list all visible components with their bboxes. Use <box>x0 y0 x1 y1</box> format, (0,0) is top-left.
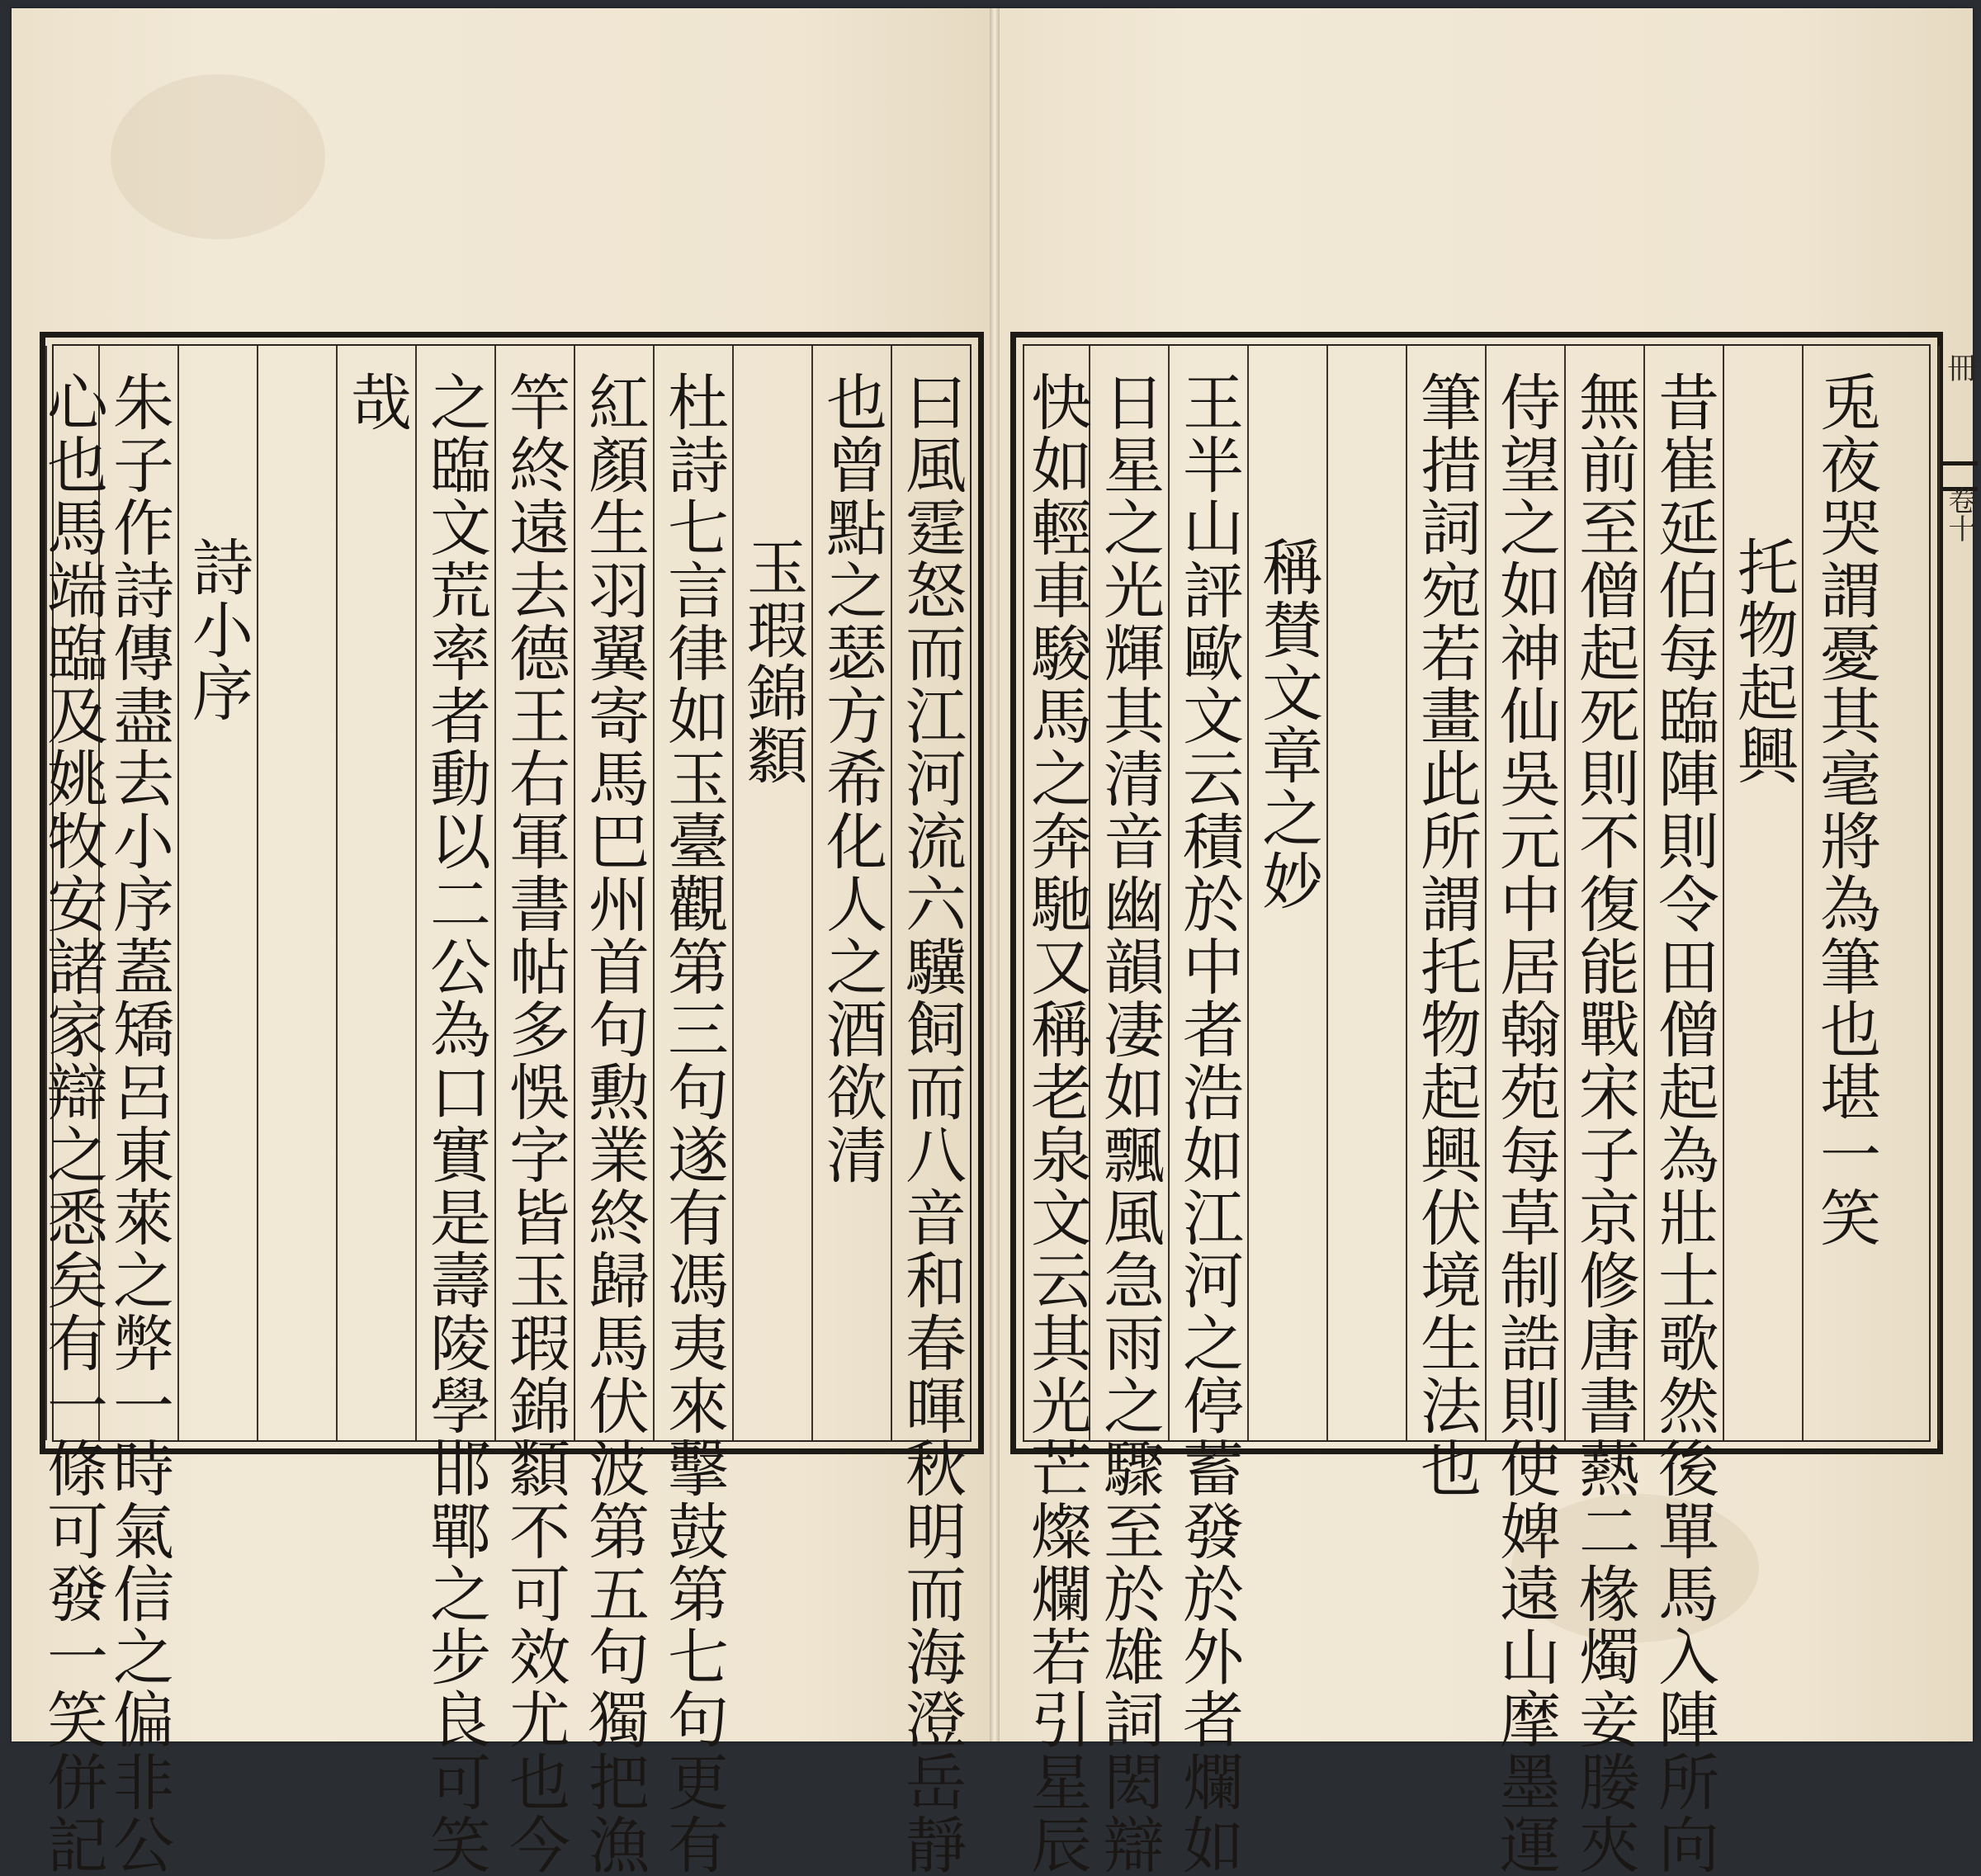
text-column <box>891 346 970 1876</box>
column-text: 紅顏生羽翼寄馬巴州首句勲業終歸馬伏波第五句獨把漁 <box>579 371 650 1876</box>
left-text-frame <box>37 332 984 1876</box>
text-column <box>415 346 494 1876</box>
text-column <box>1564 346 1643 1876</box>
book-gutter <box>990 8 1000 1741</box>
right-inner-border <box>1021 344 1977 1876</box>
column-text: 兎夜哭謂憂其毫將為筆也堪一笑 <box>1810 371 1881 1249</box>
book-spread <box>12 8 1977 1876</box>
section-heading: 詩小序 <box>182 536 253 724</box>
text-column <box>336 346 415 1440</box>
text-column <box>1485 346 1564 1876</box>
text-column <box>37 346 108 1876</box>
banner-title: 冊 <box>1943 352 1977 382</box>
column-text: 侍望之如神仙吳元中居翰苑每草制誥則使婢遠山摩墨運 <box>1490 371 1561 1876</box>
text-column <box>1021 346 1092 1876</box>
column-text: 快如輕車駿馬之奔馳又稱老泉文云其光芒燦爛若引星辰 <box>1021 371 1092 1876</box>
text-column <box>494 346 574 1876</box>
text-column <box>1802 346 1888 1440</box>
column-text: 心也馬端臨及姚牧安諸家辯之悉矣有一條可發一笑併記 <box>37 371 108 1876</box>
section-heading: 托物起興 <box>1728 536 1799 787</box>
text-column <box>574 346 653 1876</box>
text-column <box>177 346 257 1440</box>
column-text: 也曾點之瑟方希化人之酒欲清 <box>816 371 887 1186</box>
column-text: 曰風霆怒而江河流六驥飼而八音和春暉秋明而海澄岳靜 <box>896 371 967 1876</box>
text-column <box>1326 346 1406 1440</box>
text-column <box>811 346 891 1440</box>
paper-stain <box>111 74 325 239</box>
column-text: 杜詩七言律如玉臺觀第三句遂有馮夷來擊鼓第七句更有 <box>658 371 729 1876</box>
text-column <box>732 346 811 1440</box>
column-text: 無前至僧起死則不復能戰宋子京修唐書爇二椽燭妾媵夾 <box>1569 371 1640 1876</box>
text-column <box>1089 346 1168 1876</box>
text-column <box>1723 346 1802 1440</box>
column-text: 朱子作詩傳盡去小序蓋矯呂東萊之弊一時氣信之偏非公 <box>103 371 174 1876</box>
column-text: 竿終遠去德王右軍書帖多悞字皆玉瑕錦纇不可效尤也今 <box>499 371 570 1876</box>
text-column <box>98 346 177 1876</box>
column-text: 日星之光輝其清音幽韻凄如飄風急雨之驟至於雄詞閎辯 <box>1094 371 1165 1876</box>
column-text: 筆措詞宛若畫此所謂托物起興伏境生法也 <box>1411 371 1482 1500</box>
section-heading: 稱賛文章之妙 <box>1252 536 1323 912</box>
text-column <box>1643 346 1723 1876</box>
text-column <box>1247 346 1326 1440</box>
left-inner-border <box>37 344 972 1876</box>
text-column <box>653 346 732 1876</box>
column-text: 之臨文荒率者動以二公為口實是壽陵學邯鄲之步良可笑 <box>420 371 491 1876</box>
column-text: 哉 <box>341 371 412 433</box>
center-banner <box>1938 346 1979 1440</box>
banner-volume: 卷十 <box>1943 486 1976 542</box>
text-column <box>1406 346 1485 1500</box>
column-text: 王半山評歐文云積於中者浩如江河之停蓄發於外者爛如 <box>1173 371 1244 1876</box>
right-text-frame <box>1010 332 1977 1876</box>
text-column <box>257 346 336 1440</box>
section-heading: 玉瑕錦纇 <box>737 536 808 787</box>
column-text: 昔崔延伯每臨陣則令田僧起為壯士歌然後單馬入陣所向 <box>1648 371 1719 1876</box>
text-column <box>1168 346 1247 1876</box>
